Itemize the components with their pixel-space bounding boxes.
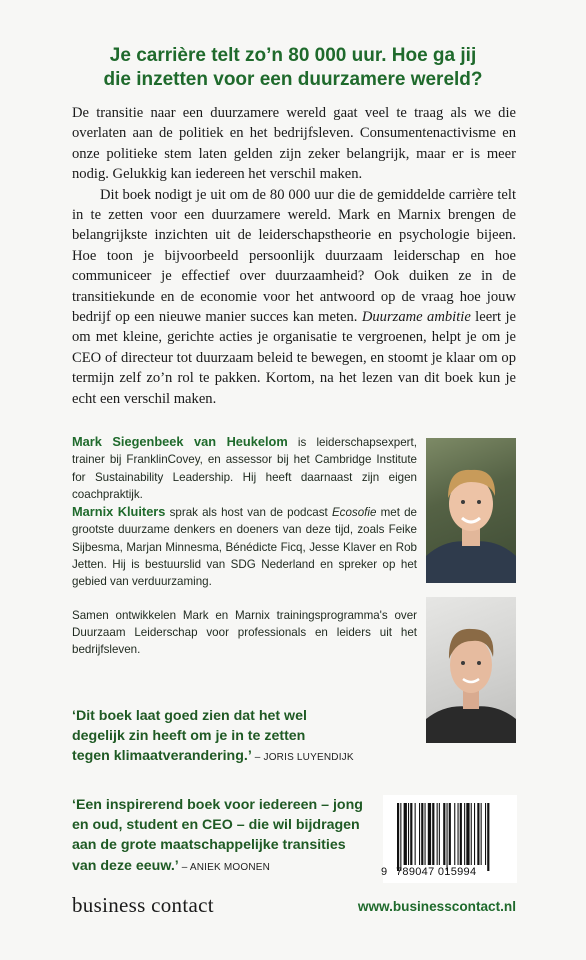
quote-2-line-4-text: van deze eeuw.’ bbox=[72, 857, 179, 874]
bio-marnix bbox=[72, 503, 417, 590]
quote-1-line-3-text: tegen klimaatverandering.’ bbox=[72, 748, 252, 765]
author-name-marnix: Marnix Kluiters bbox=[72, 504, 166, 520]
quote-1-line-3 bbox=[72, 746, 354, 768]
bio-marnix-text-1: sprak als host van de podcast bbox=[165, 506, 332, 520]
quote-luyendijk bbox=[72, 706, 354, 769]
quote-1-attribution: – JORIS LUYENDIJK bbox=[251, 752, 354, 764]
quote-1-line-2: degelijk zin heeft om je in te zetten bbox=[72, 728, 306, 745]
isbn-number bbox=[381, 866, 516, 878]
book-title: Duurzame ambitie bbox=[361, 309, 471, 326]
isbn-first-digit: 9 bbox=[381, 866, 388, 878]
author-name-mark: Mark Siegenbeek van Heukelom bbox=[72, 434, 288, 449]
podcast-name: Ecosofie bbox=[331, 506, 377, 520]
blurb bbox=[72, 103, 516, 409]
quote-2-line-2: en oud, student en CEO – die wil bijdragen bbox=[72, 817, 360, 834]
blurb-paragraph-1: De transitie naar een duurzamere wereld gaat veel te traag als we die overlaten aan de politiek en het bedrijfsleven. Consumentenactivisme en onze politieke stem laten gelden zijn zeker belangrijk, maar er is meer nodig. Gelukkig kan iedereen het verschil maken. bbox=[72, 105, 516, 183]
quote-2-line-1: ‘Een inspirerend boek voor iedereen – jong bbox=[72, 797, 363, 813]
bio-marnix-text-2: met de grootste duurzame denkers en doeners van deze tijd, zoals Feike Sijbesma, Marjan Minnesma, Bénédicte Ficq, Jesse Klaver en Rob Jetten. Hij is bestuurslid van SDG Nederland en spreker op het gebied van verduurzaming. bbox=[72, 506, 418, 589]
headline-line-2: die inzetten voor een duurzamere wereld? bbox=[103, 69, 483, 90]
bio-together: Samen ontwikkelen Mark en Marnix trainingsprogramma's over Duurzaam Leiderschap voor professionals en leiders uit het bedrijfsleven. bbox=[72, 608, 417, 657]
publisher-url[interactable]: www.businesscontact.nl bbox=[357, 899, 516, 914]
blurb-p2-text-1: Dit boek nodigt je uit om de 80 000 uur die de gemiddelde carrière telt in te zetten voor een duurzamere wereld. Mark en Marnix brengen de belangrijkste inzichten uit de leiderschapstheorie en psychologie bijeen. Hoe toon je bijvoorbeeld persoonlijk duurzaam leiderschap en hoe communiceer je effectief over duurzaamheid? Ook duiken ze in de transitiekunde en de economie voor het antwoord op de vraag hoe jouw bedrijf op een nieuwe manier succes kan meten. bbox=[72, 186, 516, 326]
quote-1-line-1: ‘Dit boek laat goed zien dat het wel bbox=[72, 708, 307, 724]
quote-2-line-4 bbox=[72, 856, 363, 878]
quote-moonen bbox=[72, 795, 363, 878]
publisher-logo: business contact bbox=[72, 893, 214, 917]
headline bbox=[0, 44, 586, 92]
author-photo-marnix bbox=[426, 597, 516, 743]
quote-2-attribution: – ANIEK MOONEN bbox=[178, 861, 271, 873]
blurb-paragraph-2 bbox=[72, 185, 516, 409]
quote-2-line-3: aan de grote maatschappelijke transities bbox=[72, 837, 346, 854]
bio-mark-text: is leiderschapsexpert, trainer bij FranklinCovey, en assessor bij het Cambridge Institute for Sustainability Leadership. Hij heeft daarnaast zijn eigen coachpraktijk. bbox=[72, 436, 417, 501]
headline-line-1: Je carrière telt zo’n 80 000 uur. Hoe ga jij bbox=[109, 45, 477, 66]
bio-mark bbox=[72, 433, 417, 503]
author-photo-mark bbox=[426, 438, 516, 583]
blurb-p2-text-2: leert je om met kleine, gerichte acties je organisatie te vergroenen, helpt je om je CEO of directeur tot duurzaam beleid te bewegen, en stoomt je klaar om op termijn zelf zo’n rol te pakken. Kortom, na het lezen van dit boek kun je echt een verschil maken. bbox=[72, 309, 516, 407]
author-bios bbox=[72, 433, 417, 659]
isbn-digits: 789047 015994 bbox=[396, 866, 477, 878]
